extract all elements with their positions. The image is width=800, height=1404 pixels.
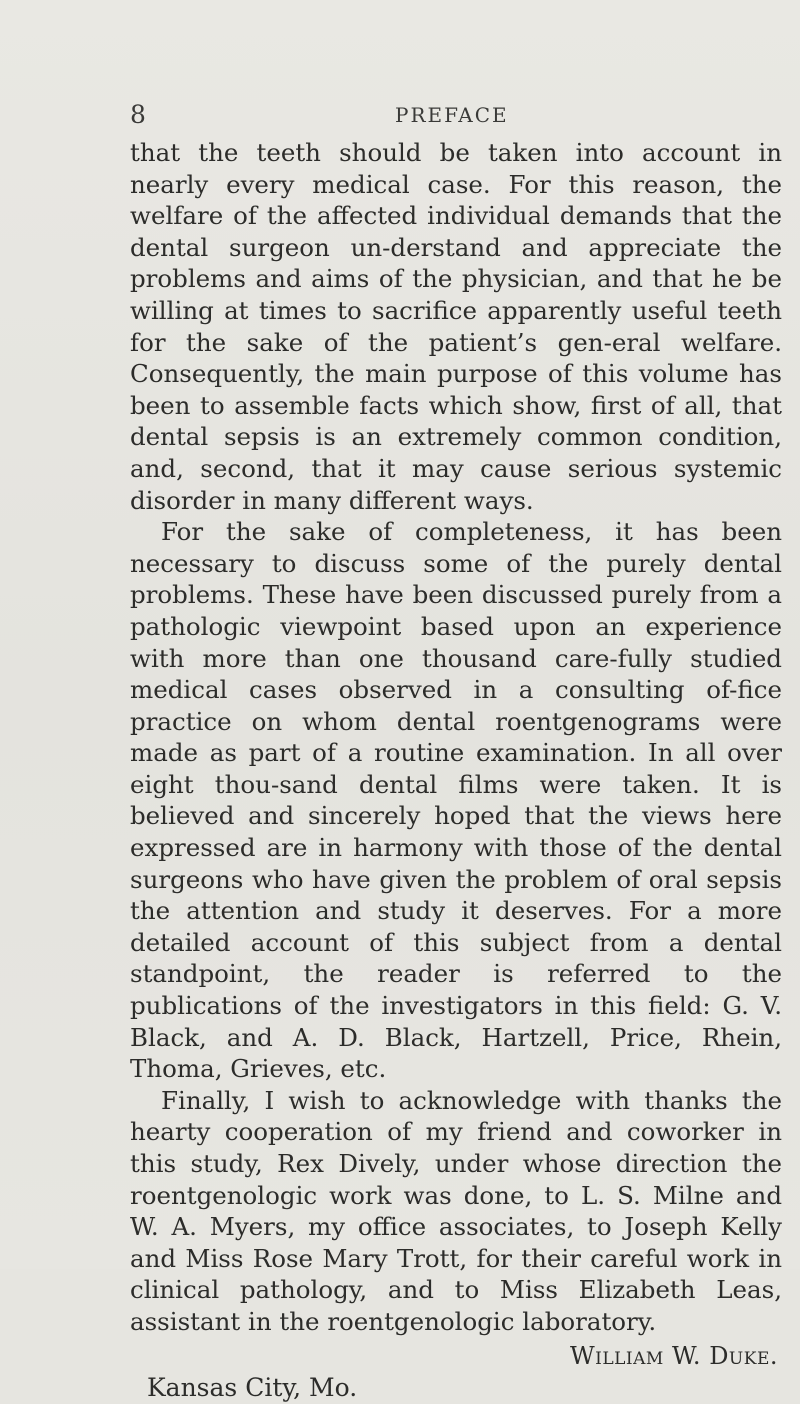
paragraph-3: Finally, I wish to acknowledge with thanks the hearty cooperation of my friend and coworker in this study, Rex Dively, under whose direction the roentgenologic work was done, to L. S. Milne and W. A. Myers, my office associates, to Joseph Kelly and Miss Rose Mary Trott, for their careful work in clinical pathology, and to Miss Elizabeth Leas, assistant in the roentgenologic laboratory.	[130, 1085, 782, 1336]
header-title: PREFACE	[395, 103, 509, 127]
place-line	[147, 1372, 782, 1404]
page-number: 8	[130, 100, 146, 129]
paragraph-2: For the sake of completeness, it has been necessary to discuss some of the purely dental problems. These have been discussed purely from a pathologic viewpoint based upon an experience with more than one thousand care-fully studied medical cases observed in a consulting of-fice practice on whom dental roentgenograms were made as part of a routine examination. In all over eight thou-sand dental films were taken. It is believed and sincerely hoped that the views here expressed are in harmony with those of the dental surgeons who have given the problem of oral sepsis the attention and study it deserves. For a more detailed account of this subject from a dental standpoint, the reader is referred to the publications of the investigators in this field: G. V. Black, and A. D. Black, Hartzell, Price, Rhein, Thoma, Grieves, etc.	[130, 517, 782, 1084]
signature-line	[130, 1341, 782, 1373]
paragraph-1: that the teeth should be taken into account in nearly every medical case. For this reason, the welfare of the affected individual demands that the dental surgeon un-derstand and appreciate the problems and aims of the physician, and that he be willing at times to sacrifice apparently useful teeth for the sake of the patient’s gen-eral welfare. Consequently, the main purpose of this volume has been to assemble facts which show, first of all, that dental sepsis is an extremely common condition, and, second, that it may cause serious systemic disorder in many different ways.	[130, 138, 782, 515]
preface-body	[130, 137, 782, 1404]
author-signature: William W. Duke.	[569, 1341, 778, 1370]
place-name: Kansas City, Mo.	[147, 1373, 358, 1403]
running-header	[130, 100, 780, 136]
